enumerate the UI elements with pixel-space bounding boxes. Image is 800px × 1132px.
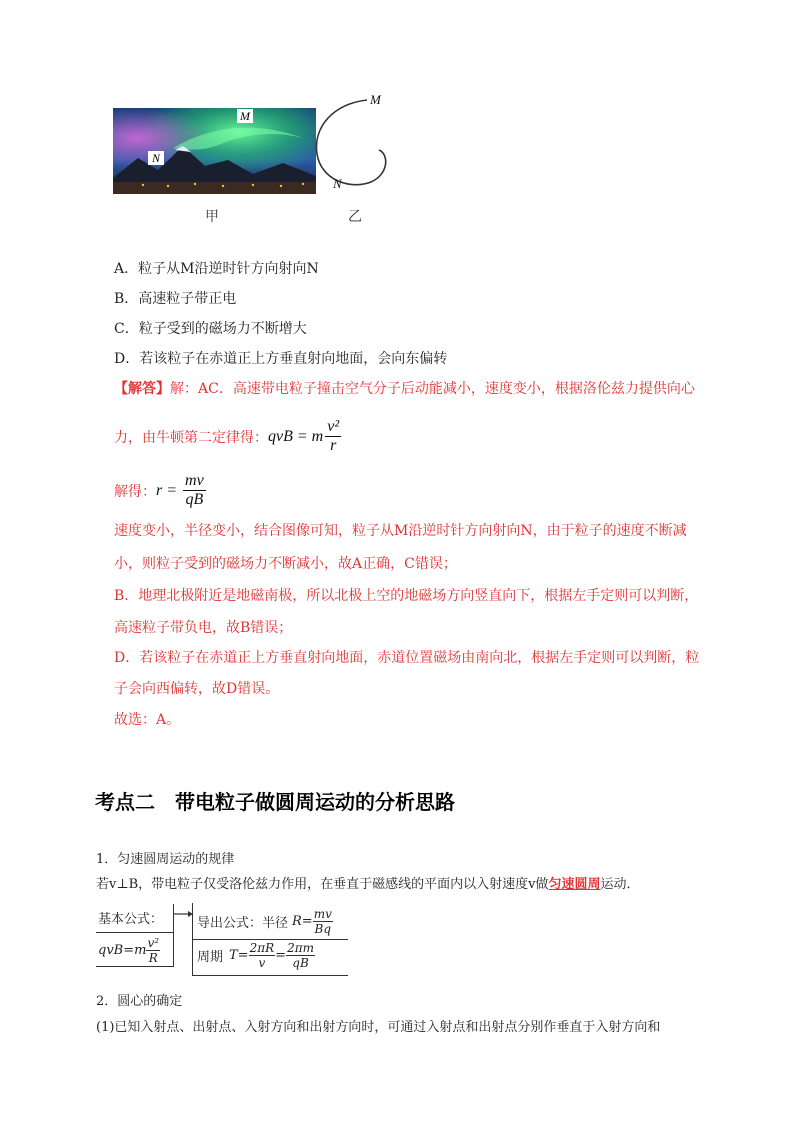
derived-r-num: mv xyxy=(313,907,332,921)
derived-t-num1: 2πR xyxy=(249,941,275,955)
eq1-eq: = m xyxy=(292,427,324,445)
answer-text-1: 解：AC．高速带电粒子撞击空气分子后动能减小，速度变小，根据洛伦兹力提供向心 xyxy=(170,381,695,397)
basic-formula xyxy=(98,936,160,965)
curve-label-n: N xyxy=(333,176,342,191)
photo-label-m: M xyxy=(237,109,253,123)
derived-period-label: 周期 xyxy=(197,950,224,965)
answer-line9: 子会向西偏转，故D错误。 xyxy=(114,681,280,697)
option-a: A．粒子从M沿逆时针方向射向N xyxy=(114,261,319,277)
section-title: 考点二 带电粒子做圆周运动的分析思路 xyxy=(95,790,455,814)
answer-text-2: 力，由牛顿第二定律得： xyxy=(114,429,268,446)
answer-text-3: 解得： xyxy=(114,483,156,500)
derived-radius xyxy=(197,907,333,936)
aurora-photo-graphic xyxy=(113,108,316,194)
curve-label-m: M xyxy=(370,92,381,107)
basic-formula-text: qvB=m xyxy=(98,943,147,958)
derived-t-den2: qB xyxy=(292,956,309,970)
basic-formula-title: 基本公式： xyxy=(98,912,164,927)
derived-t-eq: T= xyxy=(229,948,249,963)
answer-line1 xyxy=(114,378,695,398)
caption-yi: 乙 xyxy=(348,209,362,225)
basic-formula-fraction xyxy=(146,936,160,965)
derived-t-num2: 2πm xyxy=(287,941,314,955)
derived-t-fraction2 xyxy=(286,941,315,970)
derived-t-eq2: = xyxy=(275,948,287,963)
answer-line5: 小，则粒子受到的磁场力不断减小，故A正确，C错误； xyxy=(114,556,457,572)
arrow-icon xyxy=(174,908,194,920)
answer-line6: B．地理北极附近是地磁南极，所以北极上空的地磁场方向竖直向下，根据左手定则可以判断， xyxy=(114,588,699,604)
note-item2-text: (1)已知入射点、出射点、入射方向和出射方向时，可通过入射点和出射点分别作垂直于入射方向和 xyxy=(96,1020,661,1035)
equation-lorentz xyxy=(268,418,343,455)
eq1-left: qvB xyxy=(268,427,293,445)
derived-title: 导出公式：半径 xyxy=(197,916,289,931)
photo-label-n: N xyxy=(148,151,164,165)
option-d: D．若该粒子在赤道正上方垂直射向地面，会向东偏转 xyxy=(114,351,448,367)
answer-tag: 【解答】 xyxy=(114,381,170,397)
equation-radius xyxy=(156,472,208,509)
answer-line2 xyxy=(114,418,343,455)
answer-line4: 速度变小，半径变小，结合图像可知，粒子从M沿逆时针方向射向N，由于粒子的速度不断减 xyxy=(114,523,687,539)
answer-line3 xyxy=(114,472,208,509)
answer-line8: D．若该粒子在赤道正上方垂直射向地面，赤道位置磁场由南向北，根据左手定则可以判断，粒 xyxy=(114,650,700,666)
option-b: B．高速粒子带正电 xyxy=(114,291,237,307)
option-c: C．粒子受到的磁场力不断增大 xyxy=(114,321,307,337)
eq2-numerator: mv xyxy=(185,472,204,489)
aurora-photo xyxy=(113,108,316,194)
basic-formula-den: R xyxy=(148,951,158,965)
derived-r-den: Bq xyxy=(314,922,332,936)
derived-divider xyxy=(193,939,348,940)
eq1-numerator: v² xyxy=(327,418,340,435)
derived-t-den1: v xyxy=(258,956,266,970)
eq1-fraction xyxy=(325,418,341,455)
derived-r-fraction xyxy=(313,907,333,936)
note-item1-emphasis: 匀速圆周 xyxy=(548,877,601,892)
eq1-denominator: r xyxy=(330,437,337,454)
basic-formula-num: v² xyxy=(147,936,160,950)
note-item1-prefix: 若v⊥B，带电粒子仅受洛伦兹力作用，在垂直于磁感线的平面内以入射速度v做 xyxy=(96,877,549,892)
formula-box-derived xyxy=(192,903,348,976)
basic-formula-divider xyxy=(96,932,173,933)
derived-t-fraction1 xyxy=(249,941,276,970)
caption-jia: 甲 xyxy=(205,209,219,225)
answer-line10: 故选：A。 xyxy=(114,712,181,728)
spiral-trajectory xyxy=(305,92,395,202)
note-item1-title: 1．匀速圆周运动的规律 xyxy=(96,852,235,867)
note-item2-title: 2．圆心的确定 xyxy=(96,994,183,1009)
formula-box-basic xyxy=(96,904,174,967)
derived-period xyxy=(197,941,315,970)
eq2-left: r = xyxy=(156,481,182,499)
derived-r-eq: R= xyxy=(292,914,313,929)
eq2-denominator: qB xyxy=(185,491,204,508)
answer-line7: 高速粒子带负电，故B错误； xyxy=(114,620,293,636)
note-item1-text xyxy=(96,873,640,892)
note-item1-suffix: 运动． xyxy=(600,877,640,892)
eq2-fraction xyxy=(183,472,206,509)
